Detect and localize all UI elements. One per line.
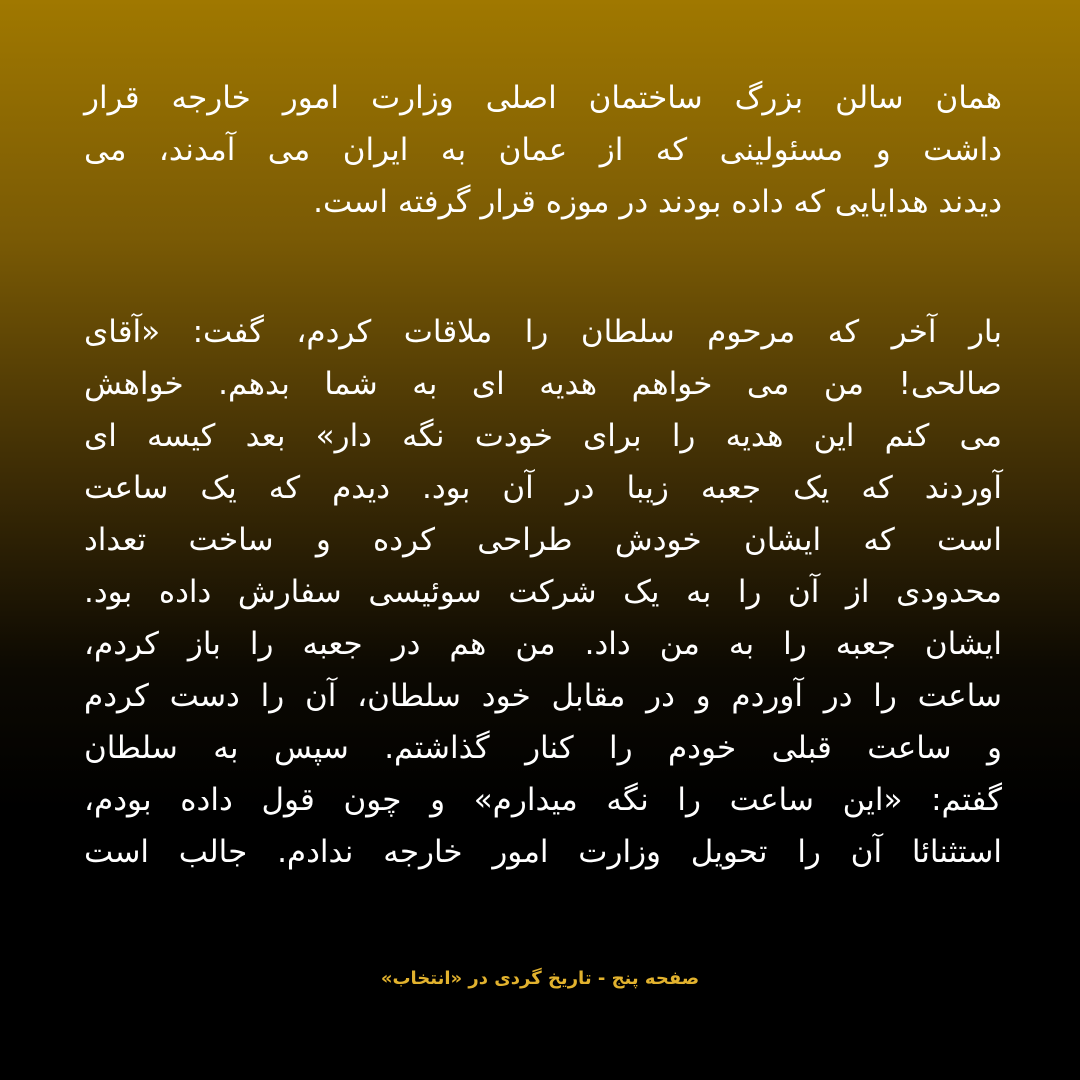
text-line: ایشان جعبه را به من داد. من هم در جعبه را باز کردم، <box>84 626 1002 662</box>
text-line: و ساعت قبلی خودم را کنار گذاشتم. سپس به سلطان <box>84 730 1002 766</box>
text-line: همان سالن بزرگ ساختمان اصلی وزارت امور خارجه قرار <box>84 80 1002 116</box>
text-line: می کنم این هدیه را برای خودت نگه دار» بعد کیسه ای <box>84 418 1002 454</box>
page-footer: صفحه پنج - تاریخ گردی در «انتخاب» <box>380 968 700 989</box>
text-line: ساعت را در آوردم و در مقابل خود سلطان، آن را دست کردم <box>84 678 1002 714</box>
text-line: بار آخر که مرحوم سلطان را ملاقات کردم، گفت: «آقای <box>84 314 1002 350</box>
text-line: صالحی! من می خواهم هدیه ای به شما بدهم. خواهش <box>84 366 1002 402</box>
text-line: استثنائا آن را تحویل وزارت امور خارجه ندادم. جالب است <box>84 834 1002 870</box>
paragraph-2 <box>84 306 1002 878</box>
text-line: داشت و مسئولینی که از عمان به ایران می آمدند، می <box>84 132 1002 168</box>
text-line: محدودی از آن را به یک شرکت سوئیسی سفارش داده بود. <box>84 574 1002 610</box>
text-line: گفتم: «این ساعت را نگه میدارم» و چون قول داده بودم، <box>84 782 1002 818</box>
text-line: آوردند که یک جعبه زیبا در آن بود. دیدم که یک ساعت <box>84 470 1002 506</box>
text-line: است که ایشان خودش طراحی کرده و ساخت تعداد <box>84 522 1002 558</box>
paragraph-1 <box>84 72 1002 228</box>
text-line: دیدند هدایایی که داده بودند در موزه قرار گرفته است. <box>313 184 1002 220</box>
